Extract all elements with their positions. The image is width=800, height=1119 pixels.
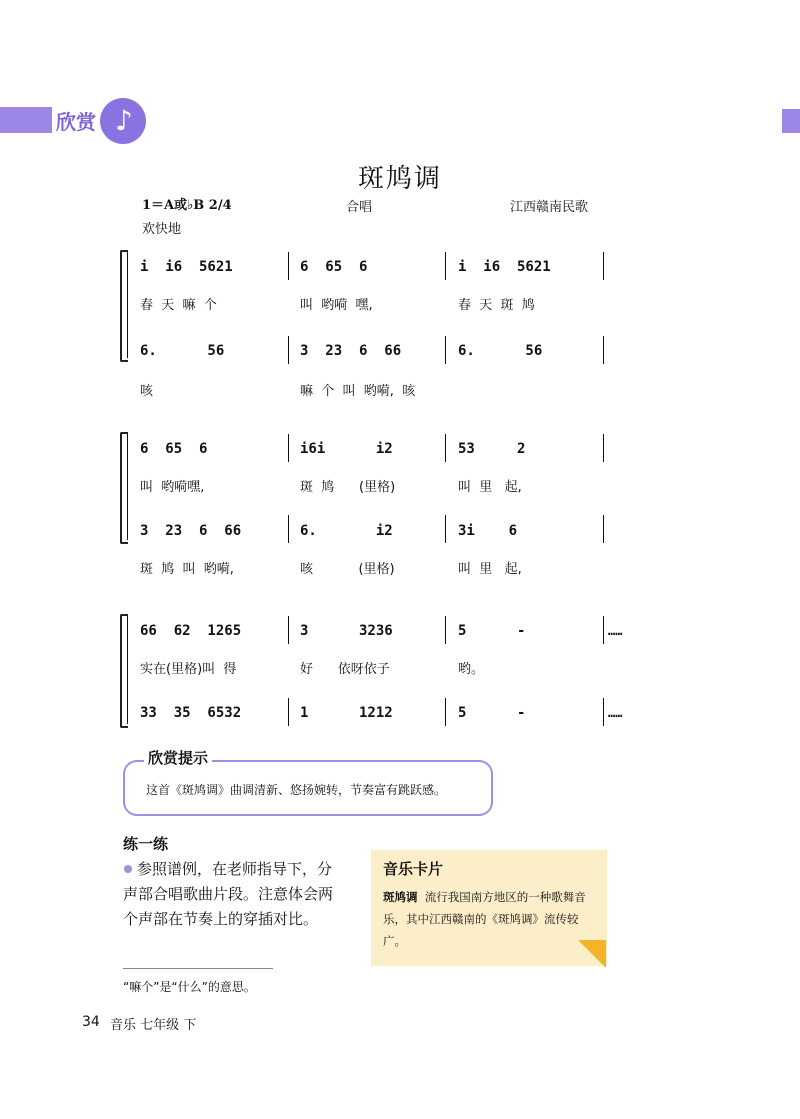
song-origin: 江西赣南民歌 — [510, 200, 589, 215]
notation-measure: 6. 56 — [458, 343, 543, 359]
notation-measure: 3 23 6 66 — [300, 343, 402, 359]
bar-line — [445, 698, 446, 726]
performance-type: 合唱 — [346, 200, 373, 215]
bar-line — [445, 616, 446, 644]
book-title: 音乐 七年级 下 — [110, 1018, 197, 1033]
lyric-line: 哟。 — [458, 662, 485, 677]
bar-line — [288, 515, 289, 543]
bar-line — [288, 336, 289, 364]
bar-line — [603, 698, 604, 726]
bar-line — [603, 616, 604, 644]
notation-measure: i6i i2 — [300, 441, 393, 457]
appreciation-text: 这首《斑鸠调》曲调清新、悠扬婉转，节奏富有跳跃感。 — [146, 783, 447, 797]
music-card-title: 音乐卡片 — [383, 860, 444, 878]
tempo-marking: 欢快地 — [142, 222, 182, 237]
notation-measure: 6. i2 — [300, 523, 393, 539]
lyric-line: 叫 哟嗬嘿, — [140, 480, 205, 495]
lyric-line: 嘛 个 叫 哟嗬, 咳 — [300, 384, 416, 399]
notation-measure: 6 65 6 — [300, 259, 368, 275]
key-signature: 1＝A或♭B 2/4 — [142, 198, 232, 213]
bar-line — [445, 252, 446, 280]
bar-line — [288, 616, 289, 644]
bar-line — [445, 515, 446, 543]
bar-line — [603, 434, 604, 462]
notation-measure: 6. 56 — [140, 343, 225, 359]
card-description: 流行我国南方地区的一种歌舞音乐，其中江西赣南的《斑鸠调》流传较广。 — [383, 890, 586, 948]
section-tab-label: 欣赏 — [56, 110, 96, 134]
continuation-dots: …… — [608, 624, 623, 638]
appreciation-title: 欣赏提示 — [144, 747, 212, 768]
bar-line — [288, 698, 289, 726]
lyric-line: 春 天 嘛 个 — [140, 298, 217, 313]
lyric-line: 斑 鸠 (里格) — [300, 480, 396, 495]
music-note-icon: ♪ — [100, 98, 146, 144]
lyric-line: 咳 — [140, 384, 154, 399]
practice-title: 练一练 — [123, 835, 169, 853]
notation-measure: 1 1212 — [300, 705, 393, 721]
bar-line — [603, 515, 604, 543]
lyric-line: 斑 鸠 叫 哟嗬, — [140, 562, 234, 577]
lyric-line: 好 依呀依子 — [300, 662, 390, 677]
music-card-text — [383, 886, 595, 952]
notation-measure: 3 23 6 66 — [140, 523, 242, 539]
lyric-line: 咳 (里格) — [300, 562, 395, 577]
notation-measure: 6 65 6 — [140, 441, 208, 457]
bar-line — [603, 336, 604, 364]
bar-line — [445, 336, 446, 364]
lyric-line: 叫 哟嗬 嘿, — [300, 298, 373, 313]
song-title: 斑鸠调 — [357, 164, 442, 194]
notation-measure: 5 - — [458, 623, 526, 639]
system-start-line — [127, 616, 128, 724]
practice-text: 参照谱例，在老师指导下，分声部合唱歌曲片段。注意体会两个声部在节奏上的穿插对比。 — [123, 860, 334, 928]
system-start-line — [127, 252, 128, 358]
notation-measure: 53 2 — [458, 441, 526, 457]
system-start-line — [127, 434, 128, 540]
section-tab-bar — [0, 107, 52, 133]
bar-line — [288, 434, 289, 462]
notation-measure: 66 62 1265 — [140, 623, 242, 639]
lyric-line: 叫 里 起, — [458, 480, 522, 495]
footnote: “嘛个”是“什么”的意思。 — [123, 980, 256, 994]
bar-line — [445, 434, 446, 462]
continuation-dots: …… — [608, 706, 623, 720]
notation-measure: 3i 6 — [458, 523, 518, 539]
lyric-line: 实在(里格)叫 得 — [140, 662, 237, 677]
notation-measure: i i6 5621 — [140, 259, 233, 275]
notation-measure: 5 - — [458, 705, 526, 721]
bar-line — [603, 252, 604, 280]
notation-measure: 3 3236 — [300, 623, 393, 639]
notation-measure: 33 35 6532 — [140, 705, 242, 721]
page-number: 34 — [82, 1014, 100, 1030]
lyric-line: 叫 里 起, — [458, 562, 522, 577]
lyric-line: 春 天 斑 鸠 — [458, 298, 535, 313]
footnote-divider — [123, 968, 273, 969]
notation-measure: i i6 5621 — [458, 259, 551, 275]
page-edge-tab — [782, 109, 800, 133]
card-term: 斑鸠调 — [383, 890, 418, 904]
bar-line — [288, 252, 289, 280]
